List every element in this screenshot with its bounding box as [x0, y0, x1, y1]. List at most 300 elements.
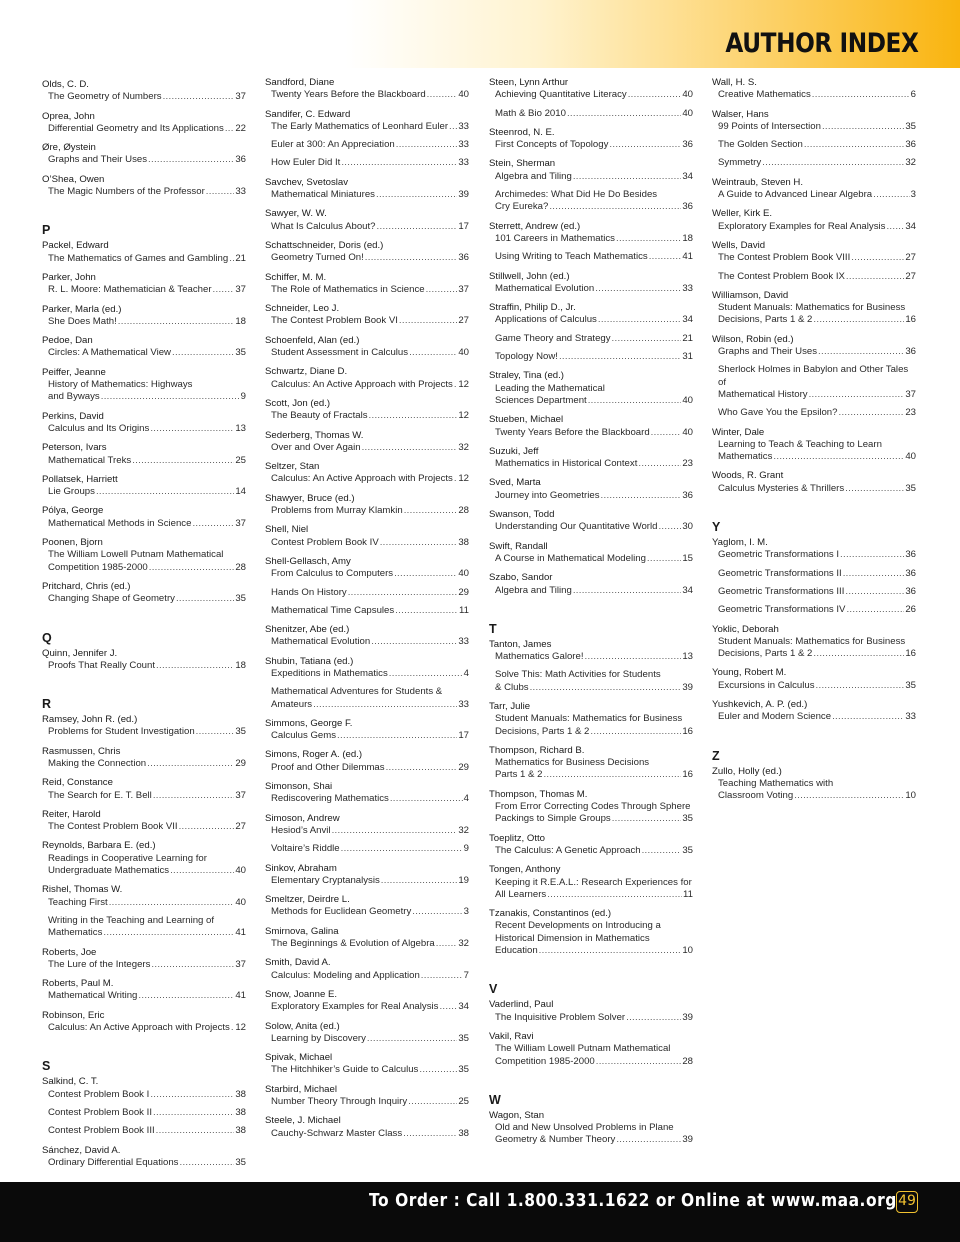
index-entry: [265, 461, 469, 486]
dot-leader: [573, 585, 682, 597]
author-name: Sederberg, Thomas W.: [265, 429, 364, 441]
page-reference: 37: [235, 517, 246, 529]
index-column-3: [489, 77, 693, 1147]
dot-leader: [638, 458, 681, 470]
book-title: [42, 549, 246, 574]
title-text: Calculus Gems: [271, 730, 337, 742]
title-text: Leading the Mathematical: [495, 382, 605, 394]
section-letter: Q: [42, 630, 52, 645]
book-title: [42, 959, 246, 971]
title-row: [42, 1107, 246, 1119]
dot-leader: [573, 171, 682, 183]
author-name: Packel, Edward: [42, 240, 109, 252]
title-text: Differential Geometry and Its Applications: [48, 122, 224, 134]
page-reference: 37: [235, 91, 246, 103]
title-text: Understanding Our Quantitative World: [495, 521, 658, 533]
page-reference: 40: [458, 89, 469, 101]
author-name: Sterrett, Andrew (ed.): [489, 220, 581, 232]
page-reference: 36: [905, 585, 916, 597]
page-reference: 38: [235, 1106, 246, 1118]
index-entry: [489, 302, 693, 363]
title-text: Using Writing to Teach Mathematics: [495, 251, 648, 263]
title-text: Keeping it R.E.A.L.: Research Experiences for: [495, 876, 692, 888]
author-name: Reynolds, Barbara E. (ed.): [42, 840, 156, 852]
page-reference: 23: [905, 407, 916, 419]
title-row: [42, 284, 246, 296]
dot-leader: [626, 1012, 681, 1024]
dot-leader: [348, 587, 458, 599]
author-index-columns: [0, 77, 960, 1177]
page-reference: 41: [235, 990, 246, 1002]
dot-leader: [313, 699, 457, 711]
author-name: Tanton, James: [489, 638, 552, 650]
book-title: [42, 455, 246, 467]
book-title: [489, 490, 693, 502]
page-reference: 6: [910, 89, 916, 101]
index-entry: [42, 411, 246, 436]
title-row: [712, 790, 916, 802]
author-name: Wagon, Stan: [489, 1109, 545, 1121]
book-title: [265, 315, 469, 327]
author-name: Steele, J. Michael: [265, 1115, 341, 1127]
page-reference: 40: [235, 865, 246, 877]
title-row: [489, 314, 693, 326]
dot-leader: [176, 593, 234, 605]
dot-leader: [547, 889, 682, 901]
dot-leader: [341, 843, 463, 855]
dot-leader: [377, 221, 458, 233]
index-entry: [42, 581, 246, 606]
book-title: [712, 189, 916, 201]
page-reference: 40: [458, 568, 469, 580]
page-reference: 26: [905, 604, 916, 616]
index-entry: [265, 556, 469, 617]
index-entry: [265, 109, 469, 170]
dot-leader: [192, 518, 234, 530]
page-reference: 25: [235, 454, 246, 466]
title-row: [42, 455, 246, 467]
index-entry: [489, 908, 693, 957]
page-reference: 33: [235, 186, 246, 198]
page-reference: 33: [458, 636, 469, 648]
title-text: The Search for E. T. Bell: [48, 789, 152, 801]
page-reference: 34: [458, 1001, 469, 1013]
page-reference: 37: [458, 283, 469, 295]
dot-leader: [616, 233, 681, 245]
dot-leader: [840, 549, 904, 561]
book-title: [42, 1089, 246, 1101]
page-reference: 3: [910, 189, 916, 201]
title-text: How Euler Did It: [271, 157, 341, 169]
page-reference: 38: [458, 536, 469, 548]
title-row: [265, 906, 469, 918]
dot-leader: [371, 636, 457, 648]
author-name: Parker, Marla (ed.): [42, 303, 122, 315]
index-entry: [712, 177, 916, 202]
page-reference: 34: [682, 314, 693, 326]
book-title: [489, 171, 693, 183]
title-text: The Contest Problem Book VIII: [718, 252, 851, 264]
page-reference: 39: [682, 1134, 693, 1146]
title-text: Graphs and Their Uses: [718, 346, 818, 358]
index-entry: [265, 781, 469, 806]
dot-leader: [404, 505, 458, 517]
index-entry: [712, 109, 916, 170]
dot-leader: [804, 139, 905, 151]
author-name: Ramsey, John R. (ed.): [42, 714, 138, 726]
book-title: [265, 587, 469, 599]
page-reference: 28: [682, 1055, 693, 1067]
title-text: Student Manuals: Mathematics for Business: [718, 635, 906, 647]
author-name: Woods, R. Grant: [712, 470, 784, 482]
author-name: Savchev, Svetoslav: [265, 176, 349, 188]
title-text: The Contest Problem Book VII: [48, 821, 178, 833]
title-row: [489, 395, 693, 407]
title-row: [42, 758, 246, 770]
title-text: Geometry Turned On!: [271, 252, 364, 264]
author-name: Pritchard, Chris (ed.): [42, 580, 131, 592]
page-reference: 35: [682, 813, 693, 825]
title-text: Journey into Geometries: [495, 489, 600, 501]
title-text: Exploratory Examples for Real Analysis: [718, 220, 886, 232]
title-row: [712, 271, 916, 283]
book-title: [712, 586, 916, 598]
title-text: Lie Groups: [48, 486, 95, 498]
page-reference: 40: [682, 89, 693, 101]
author-name: Suzuki, Jeff: [489, 445, 539, 457]
page-reference: 9: [463, 843, 469, 855]
title-row: [265, 1033, 469, 1045]
title-row: [489, 813, 693, 825]
index-entry: [712, 537, 916, 616]
page-reference: 4: [463, 667, 469, 679]
dot-leader: [601, 490, 682, 502]
title-row: [489, 889, 693, 901]
dot-leader: [399, 315, 457, 327]
index-entry: [712, 470, 916, 495]
title-row: [712, 189, 916, 201]
title-text: Proofs That Really Count: [48, 659, 156, 671]
index-column-2: [265, 77, 469, 1140]
author-name: Rishel, Thomas W.: [42, 884, 123, 896]
index-entry: [42, 714, 246, 739]
title-text: Mathematics in Historical Context: [495, 458, 638, 470]
page-reference: 21: [682, 332, 693, 344]
index-entry: [489, 446, 693, 471]
author-name: Straley, Tina (ed.): [489, 370, 565, 382]
title-text: The Beginnings & Evolution of Algebra: [271, 938, 435, 950]
author-name: Quinn, Jennifer J.: [42, 647, 118, 659]
dot-leader: [341, 157, 457, 169]
dot-leader: [132, 455, 234, 467]
dot-leader: [454, 379, 457, 391]
title-text: Teaching Mathematics with: [718, 777, 834, 789]
index-entry: [265, 303, 469, 328]
page-reference: 31: [682, 351, 693, 363]
title-row: [489, 458, 693, 470]
book-title: [265, 668, 469, 680]
page-reference: 17: [458, 730, 469, 742]
author-name: Peterson, Ivars: [42, 442, 107, 454]
dot-leader: [818, 346, 904, 358]
page-reference: 34: [682, 584, 693, 596]
dot-leader: [170, 865, 234, 877]
author-name: Schwartz, Diane D.: [265, 366, 348, 378]
author-name: Reid, Constance: [42, 777, 113, 789]
title-row: [489, 351, 693, 363]
dot-leader: [172, 347, 234, 359]
dot-leader: [809, 389, 905, 401]
title-text: Math & Bio 2010: [495, 107, 566, 119]
title-row: [489, 108, 693, 120]
book-title: [265, 410, 469, 422]
title-text: Geometric Transformations III: [718, 585, 845, 597]
title-text: Mathematical Time Capsules: [271, 604, 395, 616]
title-text: Old and New Unsolved Problems in Plane: [495, 1122, 674, 1134]
index-entry: [265, 524, 469, 549]
page-reference: 35: [235, 347, 246, 359]
section-letter: S: [42, 1059, 51, 1074]
book-title: [489, 89, 693, 101]
dot-leader: [389, 668, 463, 680]
author-name: Toeplitz, Otto: [489, 832, 545, 844]
book-title: [265, 1096, 469, 1108]
title-text: Excursions in Calculus: [718, 679, 815, 691]
title-text: Parts 1 & 2: [495, 769, 543, 781]
page-reference: 36: [905, 567, 916, 579]
author-name: Zullo, Holly (ed.): [712, 765, 782, 777]
author-name: Wilson, Robin (ed.): [712, 333, 794, 345]
dot-leader: [845, 586, 904, 598]
index-entry: [265, 894, 469, 919]
book-title: [712, 439, 916, 464]
index-entry: [42, 1076, 246, 1137]
page-reference: 39: [682, 1011, 693, 1023]
author-name: Simonson, Shai: [265, 781, 333, 793]
index-entry: [265, 1021, 469, 1046]
title-text: Methods for Euclidean Geometry: [271, 906, 412, 918]
index-entry: [42, 142, 246, 167]
author-name: Thompson, Thomas M.: [489, 788, 588, 800]
title-row: [42, 726, 246, 738]
page-reference: 36: [235, 154, 246, 166]
title-row: [265, 221, 469, 233]
dot-leader: [380, 537, 458, 549]
title-text: Topology Now!: [495, 351, 558, 363]
index-entry: [489, 745, 693, 782]
title-text: She Does Math!: [48, 315, 117, 327]
index-entry: [712, 77, 916, 102]
dot-leader: [590, 726, 681, 738]
title-text: The William Lowell Putnam Mathematical: [48, 549, 224, 561]
title-text: The Role of Mathematics in Science: [271, 283, 425, 295]
title-row: [265, 568, 469, 580]
author-name: Poonen, Bjorn: [42, 537, 103, 549]
dot-leader: [381, 875, 458, 887]
title-row: [712, 157, 916, 169]
page-title: AUTHOR INDEX: [724, 28, 918, 59]
title-text: Amateurs: [271, 698, 313, 710]
title-row: [489, 769, 693, 781]
book-title: [712, 302, 916, 327]
page-reference: 15: [682, 552, 693, 564]
title-text: Sherlock Holmes in Babylon and Other Tales of: [718, 364, 909, 388]
page-reference: 12: [458, 473, 469, 485]
page-reference: 29: [458, 761, 469, 773]
book-title: [489, 1043, 693, 1068]
dot-leader: [151, 959, 234, 971]
page-reference: 37: [235, 284, 246, 296]
dot-leader: [403, 1128, 457, 1140]
author-name: Øre, Øystein: [42, 142, 96, 154]
author-name: O’Shea, Owen: [42, 173, 105, 185]
author-name: Schneider, Leo J.: [265, 303, 340, 315]
page-reference: 19: [458, 874, 469, 886]
title-text: Making the Connection: [48, 757, 147, 769]
book-title: [712, 778, 916, 803]
index-entry: [42, 648, 246, 673]
title-text: The Inquisitive Problem Solver: [495, 1011, 626, 1023]
page-reference: 35: [458, 1064, 469, 1076]
page-reference: 37: [235, 789, 246, 801]
dot-leader: [543, 769, 681, 781]
dot-leader: [103, 927, 234, 939]
title-text: The Golden Section: [718, 139, 803, 151]
title-text: Geometry & Number Theory: [495, 1134, 616, 1146]
page-reference: 33: [905, 711, 916, 723]
title-text: Over and Over Again: [271, 441, 361, 453]
book-title: [42, 316, 246, 328]
title-row: [265, 587, 469, 599]
page-reference: 33: [458, 120, 469, 132]
dot-leader: [616, 1134, 681, 1146]
dot-leader: [585, 651, 682, 663]
dot-leader: [138, 990, 234, 1002]
page-reference: 16: [682, 769, 693, 781]
dot-leader: [206, 186, 235, 198]
title-row: [42, 347, 246, 359]
author-name: Schoenfeld, Alan (ed.): [265, 334, 360, 346]
title-text: Education: [495, 945, 538, 957]
title-row: [489, 553, 693, 565]
order-info-text: To Order : Call 1.800.331.1622 or Online at www.maa.org: [369, 1190, 897, 1211]
title-row: [489, 845, 693, 857]
index-entry: [265, 813, 469, 856]
dot-leader: [813, 648, 904, 660]
dot-leader: [365, 252, 458, 264]
index-entry: [42, 1010, 246, 1035]
book-title: [712, 549, 916, 561]
title-text: Number Theory Through Inquiry: [271, 1096, 408, 1107]
title-text: Problems from Murray Klamkin: [271, 505, 403, 517]
index-entry: [42, 367, 246, 404]
title-text: Creative Mathematics: [718, 89, 811, 101]
author-name: Wall, H. S.: [712, 77, 757, 88]
title-row: [712, 680, 916, 692]
book-title: [712, 139, 916, 151]
title-text: Symmetry: [718, 157, 762, 169]
author-name: Winter, Dale: [712, 426, 765, 438]
dot-leader: [427, 89, 458, 101]
title-row: [712, 121, 916, 133]
title-text: Calculus: An Active Approach with Projects: [271, 378, 453, 390]
title-row: [489, 945, 693, 957]
author-name: Tongen, Anthony: [489, 864, 561, 876]
dot-leader: [396, 139, 458, 151]
author-name: Pólya, George: [42, 505, 104, 517]
title-text: Calculus: Modeling and Application: [271, 969, 420, 981]
dot-leader: [179, 821, 235, 833]
title-text: Game Theory and Strategy: [495, 332, 611, 344]
title-row: [42, 562, 246, 574]
title-row: [265, 730, 469, 742]
title-text: Hands On History: [271, 586, 347, 598]
title-text: Graphs and Their Uses: [48, 154, 148, 166]
page-reference: 11: [683, 888, 693, 900]
dot-leader: [595, 283, 681, 295]
title-text: Calculus Mysteries & Thrillers: [718, 482, 845, 494]
index-entry: [489, 833, 693, 858]
book-title: [712, 407, 916, 419]
book-title: [42, 897, 246, 909]
title-row: [265, 843, 469, 855]
dot-leader: [822, 121, 904, 133]
book-title: [265, 730, 469, 742]
book-title: [712, 252, 916, 264]
author-name: Shawyer, Bruce (ed.): [265, 492, 355, 504]
page-reference: 32: [905, 157, 916, 169]
book-title: [42, 186, 246, 198]
dot-leader: [156, 1125, 235, 1137]
title-row: [489, 726, 693, 738]
page-number-badge: 49: [896, 1191, 918, 1213]
book-title: [489, 458, 693, 470]
dot-leader: [148, 154, 234, 166]
title-row: [265, 970, 469, 982]
title-text: Mathematical Evolution: [495, 282, 595, 294]
dot-leader: [816, 680, 905, 692]
page-reference: 9: [240, 391, 246, 403]
book-title: [265, 505, 469, 517]
author-name: Peiffer, Jeanne: [42, 366, 106, 378]
title-row: [265, 1001, 469, 1013]
book-title: [265, 1001, 469, 1013]
book-title: [42, 91, 246, 103]
title-row: [265, 139, 469, 151]
title-row: [265, 410, 469, 422]
title-row: [42, 316, 246, 328]
book-title: [265, 89, 469, 101]
author-name: Solow, Anita (ed.): [265, 1020, 340, 1032]
book-title: [489, 189, 693, 214]
page-reference: 17: [458, 220, 469, 232]
author-name: Yushkevich, A. P. (ed.): [712, 698, 808, 710]
book-title: [42, 790, 246, 802]
page-reference: 4: [463, 793, 469, 805]
author-name: Wells, David: [712, 239, 766, 251]
title-text: Mathematical Treks: [48, 454, 132, 466]
dot-leader: [395, 605, 458, 617]
title-text: The Lure of the Integers: [48, 958, 151, 970]
index-entry: [42, 304, 246, 329]
index-entry: [489, 271, 693, 296]
index-entry: [265, 863, 469, 888]
author-name: Simmons, George F.: [265, 717, 353, 729]
title-row: [712, 221, 916, 233]
dot-leader: [567, 108, 681, 120]
dot-leader: [196, 726, 235, 738]
page-reference: 18: [235, 315, 246, 327]
